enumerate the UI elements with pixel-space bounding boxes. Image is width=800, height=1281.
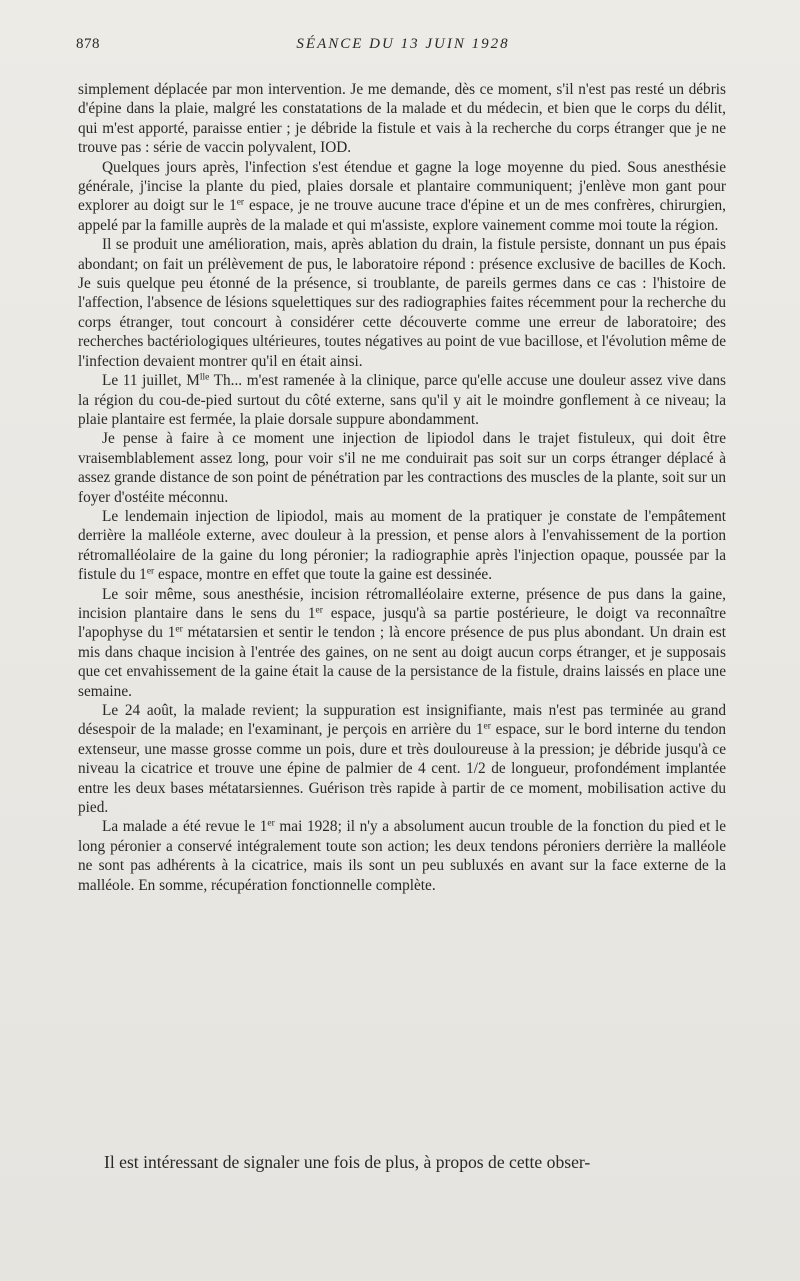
article-body [78,80,726,895]
paragraph: La malade a été revue le 1er mai 1928; il n'y a absolument aucun trouble de la fonction du pied et le long péronier a conservé intégralement toute son action; les deux tendons péroniers derrière la malléole ne sont pas adhérents à la cicatrice, mais ils sont un peu subluxés en avant sur la face externe de la malléole. En somme, récupération fonctionnelle complète. [78,818,726,894]
paragraph: Le 11 juillet, $M^{lle}$ Th... m'est ramenée à la clinique, parce qu'elle accuse une douleur assez vive dans la région du cou-de-pied surtout du côté externe, sans qu'il y ait le moindre gonflement à ce niveau; la plaie plantaire est fermée, la plaie dorsale suppure abondamment. [78,372,726,428]
paragraph: Quelques jours après, l'infection s'est étendue et gagne la loge moyenne du pied. Sous anesthésie générale, j'incise la plante du pied, plaies dorsale et plantaire communiquent; j'enlève mon gant pour explorer au doigt sur le 1er espace, je ne trouve aucune trace d'épine et un de mes confrères, chirurgien, appelé par la famille auprès de la malade et qui m'assiste, explore vainement comme moi toute la région. [78,158,726,234]
page-header [76,36,730,58]
paragraph: simplement déplacée par mon intervention. Je me demande, dès ce moment, s'il n'est pas resté un débris d'épine dans la plaie, malgré les constatations de la malade et du médecin, et bien que le corps du délit, qui m'est apporté, paraisse entier ; je débride la fistule et vais à la recherche du corps étranger que je ne trouve pas : série de vaccin polyvalent, IOD. [78,81,726,157]
paragraph: Je pense à faire à ce moment une injection de lipiodol dans le trajet fistuleux, qui doit être vraisemblablement assez long, pour voir s'il ne me conduirait pas soit sur un corps étranger déplacé à assez grande distance de son point de pénétration par les contractions des muscles de la plante, soit sur un foyer d'ostéite méconnu. [78,430,726,506]
continuation-paragraph: Il est intéressant de signaler une fois de plus, à propos de cette obser- [104,1152,591,1172]
page-number: 878 [76,36,100,52]
paragraph: Le 24 août, la malade revient; la suppuration est insignifiante, mais n'est pas terminée au grand désespoir de la malade; en l'examinant, je perçois en arrière du 1er espace, sur le bord interne du tendon extenseur, une masse grosse comme un pois, dure et très douloureuse à la pression; je débride jusqu'à ce niveau la cicatrice et trouve une épine de palmier de 4 cent. 1/2 de longueur, profondément implantée entre les deux bases métatarsiennes. Guérison très rapide à partir de ce moment, mobilisation active du pied. [78,702,726,817]
paragraph: Le soir même, sous anesthésie, incision rétromalléolaire externe, présence de pus dans la gaine, incision plantaire dans le sens du 1er espace, jusqu'à sa partie postérieure, le doigt va reconnaître l'apophyse du 1er métatarsien et sentir le tendon ; là encore présence de pus plus abondant. Un drain est mis dans chaque incision à l'entrée des gaines, on ne sent au doigt aucun corps étranger, et je supposais que cet envahissement de la gaine était la cause de la persistance de la fistule, drains laissés en place une semaine. [78,585,726,700]
paragraph: Il se produit une amélioration, mais, après ablation du drain, la fistule persiste, donnant un pus épais abondant; on fait un prélèvement de pus, le laboratoire répond : présence exclusive de bacilles de Koch. Je suis quelque peu étonné de la présence, si troublante, de pareils germes dans ce cas : l'histoire de l'affection, l'absence de lésions squelettiques sur des radiographies faites récemment pour la recherche du corps étranger, tout concourt à considérer cette découverte comme une erreur de laboratoire; des recherches bactériologiques ultérieures, toutes négatives au point de vue bacillose, et l'évolution même de l'infection devaient montrer qu'il en était ainsi. [78,236,726,370]
paragraph: Le lendemain injection de lipiodol, mais au moment de la pratiquer je constate de l'empâtement derrière la malléole externe, avec douleur à la pression, et pense alors à l'envahissement de la portion rétromalléolaire de la gaine du long péronier; la radiographie après l'injection opaque, poussée par la fistule du 1er espace, montre en effet que toute la gaine est dessinée. [78,507,726,584]
running-head: SÉANCE DU 13 JUIN 1928 [296,36,510,52]
